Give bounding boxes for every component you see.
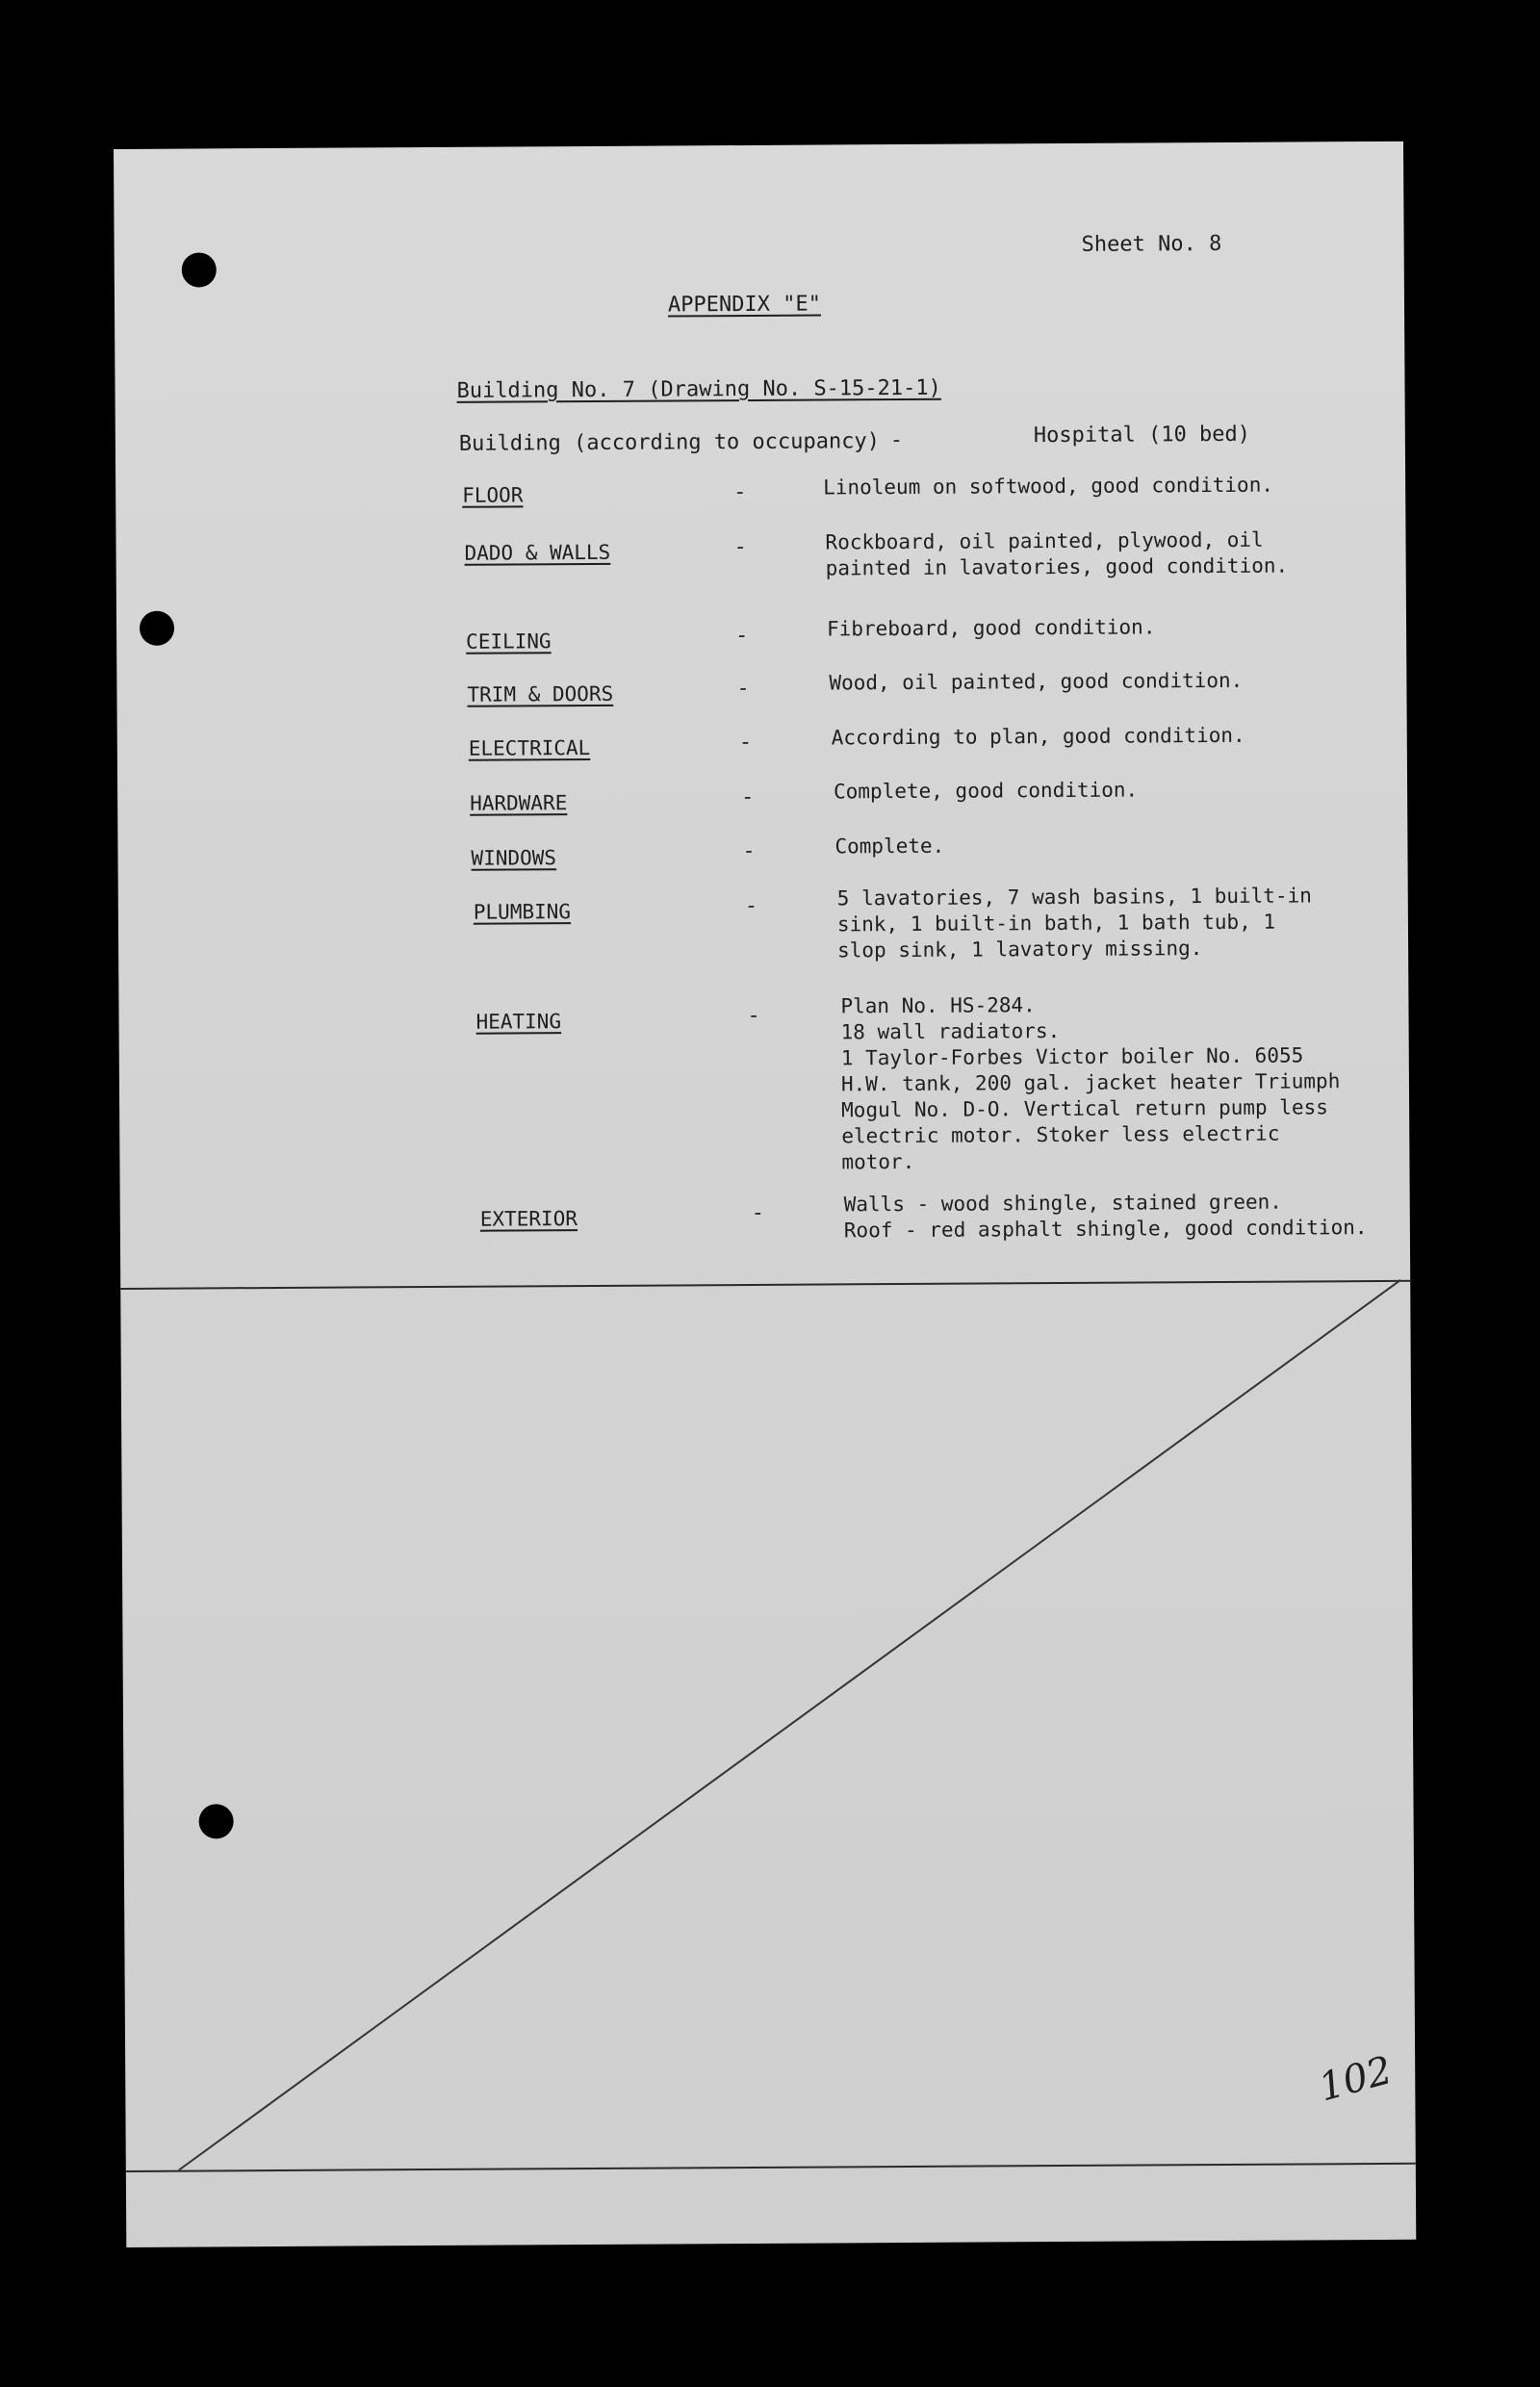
hardware-label: HARDWARE <box>470 791 568 815</box>
trim-doors-value: Wood, oil painted, good condition. <box>829 668 1244 695</box>
electrical-value: According to plan, good condition. <box>831 723 1245 750</box>
hardware-dash: - <box>741 784 755 810</box>
trim-doors-dash: - <box>736 676 750 702</box>
appendix-title: APPENDIX "E" <box>667 292 822 318</box>
electrical-dash: - <box>738 730 753 756</box>
trim-doors-label: TRIM & DOORS <box>467 681 614 706</box>
plumbing-value: 5 lavatories, 7 wash basins, 1 built-in sink, 1 built-in bath, 1 bath tub, 1 slop sink, 1 lavatory missing. <box>836 884 1312 962</box>
floor-value: Linoleum on softwood, good condition. <box>823 473 1274 500</box>
diagonal-line <box>114 141 1416 2247</box>
windows-dash: - <box>742 838 756 864</box>
heating-value: Plan No. HS-284. 18 wall radiators. 1 Taylor-Forbes Victor boiler No. 6055 H.W. tank, 200 gal. jacket heater Triumph Mogul No. D-O. Vertical return pump less electric motor. Stoker less electric motor. <box>840 993 1341 1174</box>
windows-label: WINDOWS <box>471 846 557 870</box>
hardware-value: Complete, good condition. <box>834 778 1139 804</box>
dado-walls-label: DADO & WALLS <box>464 540 611 565</box>
occupancy-dash: - <box>889 427 904 453</box>
floor-label: FLOOR <box>462 483 524 507</box>
ceiling-label: CEILING <box>466 629 552 654</box>
floor-dash: - <box>733 479 747 505</box>
plumbing-dash: - <box>744 893 758 919</box>
handwritten-annotation: 102 <box>1314 2047 1398 2111</box>
exterior-dash: - <box>751 1200 765 1225</box>
heating-dash: - <box>747 1003 760 1028</box>
windows-value: Complete. <box>834 834 945 859</box>
building-heading: Building No. 7 (Drawing No. S-15-21-1) <box>456 375 941 403</box>
plumbing-label: PLUMBING <box>473 900 572 924</box>
ceiling-value: Fibreboard, good condition. <box>826 615 1156 641</box>
exterior-value: Walls - wood shingle, stained green. Roof - red asphalt shingle, good condition. <box>843 1190 1368 1243</box>
occupancy-label: Building (according to occupancy) <box>458 429 881 456</box>
occupancy-value: Hospital (10 bed) <box>1033 422 1251 449</box>
exterior-label: EXTERIOR <box>479 1207 578 1231</box>
dado-walls-value: Rockboard, oil painted, plywood, oil painted in lavatories, good condition. <box>825 527 1289 580</box>
heating-label: HEATING <box>475 1010 562 1034</box>
document-page <box>114 141 1416 2247</box>
sheet-number: Sheet No. 8 <box>1081 231 1222 257</box>
dado-walls-dash: - <box>733 534 747 560</box>
electrical-label: ELECTRICAL <box>468 735 591 760</box>
ceiling-dash: - <box>735 623 749 649</box>
